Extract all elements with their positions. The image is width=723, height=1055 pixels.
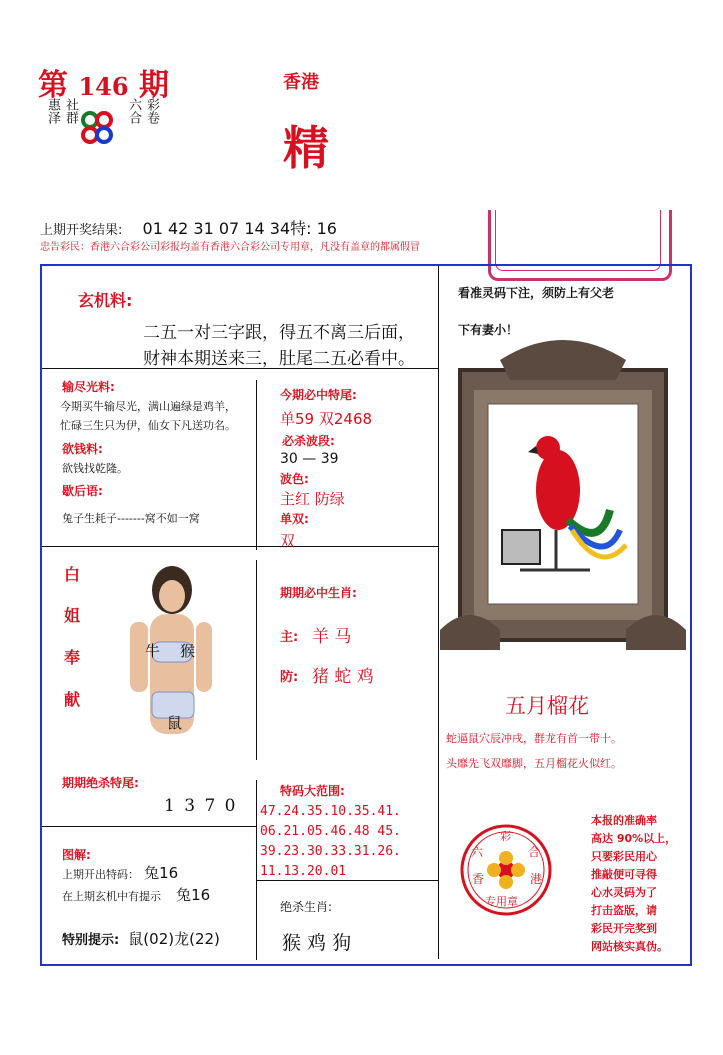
tujie-line2-label: 在上期玄机中有提示 xyxy=(62,890,161,903)
results-label: 上期开奖结果: xyxy=(40,223,123,238)
promo-line: 网站核实真伪。 xyxy=(591,940,668,953)
divider xyxy=(256,560,257,760)
divider xyxy=(438,266,439,959)
stamp-top: 彩 xyxy=(500,830,511,843)
tujie-line2 xyxy=(62,884,210,905)
kill-tail-label: 期期绝杀特尾: xyxy=(62,776,139,790)
poem-line2: 头靡先飞双靡脚，五月榴花火似红。 xyxy=(446,757,622,770)
xuanji-line2: 财神本期送来三，肚尾二五必看中。 xyxy=(143,349,415,369)
photo-label-3: 鼠 xyxy=(167,714,183,732)
color-label: 波色: xyxy=(280,472,309,486)
ornate-frame-picture xyxy=(440,330,686,650)
range-line: 11.13.20.01 xyxy=(260,864,347,879)
tujie-line1 xyxy=(62,862,178,883)
wave-label: 必杀波段: xyxy=(282,434,335,448)
stamp-br: 港 xyxy=(530,872,543,886)
zodiac-guard: 猪 蛇 鸡 xyxy=(312,667,374,687)
tujie-line2-value: 兔16 xyxy=(176,886,211,904)
divider xyxy=(256,380,257,550)
range-line: 06.21.05.46.48 45. xyxy=(260,824,401,839)
zodiac-main: 羊 马 xyxy=(312,627,352,647)
promo-line: 心水灵码为了 xyxy=(591,886,657,899)
promo-line: 只要彩民用心 xyxy=(591,850,657,863)
kill-zodiac-value: 猴 鸡 狗 xyxy=(282,932,352,954)
shujin-line2: 忙碌三生只为伊，仙女下凡送功名。 xyxy=(60,419,236,432)
promo-line: 打击盗版，请 xyxy=(591,904,657,917)
divider xyxy=(42,826,256,827)
range-label: 特码大范围: xyxy=(280,784,345,798)
right-top-line2: 下有妻小！ xyxy=(458,323,519,337)
shujin-label: 输尽光料: xyxy=(62,380,115,394)
qianqian-text: 欲钱找乾隆。 xyxy=(62,462,128,475)
results-row xyxy=(40,216,337,239)
divider xyxy=(256,780,257,960)
left-vertical-col1: 惠泽 xyxy=(45,98,60,124)
right-vertical-col2: 彩卷 xyxy=(144,98,159,124)
promo-line: 推敲便可寻得 xyxy=(591,868,657,881)
issue-number: 146 xyxy=(78,72,129,101)
stamp-bl: 香 xyxy=(472,872,485,886)
stamp-bottom: 专用章 xyxy=(485,895,518,908)
shujin-line1: 今期买牛输尽光，满山遍绿是鸡羊， xyxy=(60,400,236,413)
poem-line1: 蛇逼鼠穴辰冲戌，群龙有首一带十。 xyxy=(446,732,622,745)
special-row xyxy=(62,928,220,949)
promo-line: 本报的准确率 xyxy=(591,814,657,827)
tail-value: 单59 双2468 xyxy=(280,410,373,428)
range-line: 47.24.35.10.35.41. xyxy=(260,804,401,819)
rings-logo-icon xyxy=(80,108,116,148)
xuanji-line1: 二五一对三字跟，得五不离三后面， xyxy=(143,323,415,343)
divider xyxy=(42,546,438,547)
oddeven-label: 单双: xyxy=(280,512,309,526)
xuanji-label: 玄机料: xyxy=(78,291,133,310)
warning-text: 忠告彩民：香港六合彩公司彩报均盖有香港六合彩公司专用章，凡没有盖章的都属假冒 xyxy=(40,242,420,253)
right-vertical-label xyxy=(126,98,166,124)
results-numbers: 01 42 31 07 14 34特: 16 xyxy=(142,219,337,238)
right-vertical-col1: 六合 xyxy=(126,98,141,124)
xiehouyu-text: 兔子生耗子-------窝不如一窝 xyxy=(62,512,200,525)
stamp-right: 合 xyxy=(528,845,541,859)
side-char-1: 白 xyxy=(64,565,81,584)
range-line: 39.23.30.33.31.26. xyxy=(260,844,401,859)
kill-zodiac-label: 绝杀生肖: xyxy=(280,900,333,914)
issue-prefix: 第 xyxy=(38,68,68,103)
special-value: 鼠(02)龙(22) xyxy=(128,930,220,948)
range-block xyxy=(260,802,401,882)
special-label: 特别提示: xyxy=(62,933,120,948)
issue-suffix: 期 xyxy=(139,68,170,103)
promo-text xyxy=(591,812,676,956)
photo-label-1: 牛 xyxy=(145,642,161,660)
promo-line: 高达 90%以上， xyxy=(591,832,677,845)
stamp-left: 六 xyxy=(471,845,484,859)
kill-tail-value: 1 3 7 0 xyxy=(164,796,238,816)
right-top-line1: 看准灵码下注，须防上有父老 xyxy=(458,286,615,300)
tail-label: 今期必中特尾: xyxy=(280,388,357,402)
side-char-3: 奉 xyxy=(64,648,81,667)
left-vertical-col2: 社群 xyxy=(63,98,78,124)
side-char-2: 姐 xyxy=(64,606,81,625)
photo-label-2: 猴 xyxy=(180,642,196,660)
color-value: 主红 防绿 xyxy=(280,490,345,508)
tujie-line1-value: 兔16 xyxy=(144,864,179,882)
qianqian-label: 欲钱料: xyxy=(62,442,103,456)
zodiac-guard-label: 防: xyxy=(280,670,299,685)
promo-line: 彩民开完奖到 xyxy=(591,922,657,935)
zodiac-main-label: 主: xyxy=(280,630,299,645)
tag-box-inner xyxy=(495,210,661,271)
region-label: 香港 xyxy=(283,72,319,93)
title-char: 精 xyxy=(283,121,329,175)
wave-value: 30 — 39 xyxy=(280,451,339,467)
zodiac-label: 期期必中生肖: xyxy=(280,586,357,600)
flower-title: 五月榴花 xyxy=(505,694,589,718)
oddeven-value: 双 xyxy=(280,532,296,550)
xiehouyu-label: 歇后语: xyxy=(62,484,103,498)
tujie-line1-label: 上期开出特码： xyxy=(62,868,139,881)
side-char-4: 献 xyxy=(64,690,81,709)
tujie-label: 图解: xyxy=(62,848,91,862)
left-vertical-label xyxy=(45,98,85,124)
